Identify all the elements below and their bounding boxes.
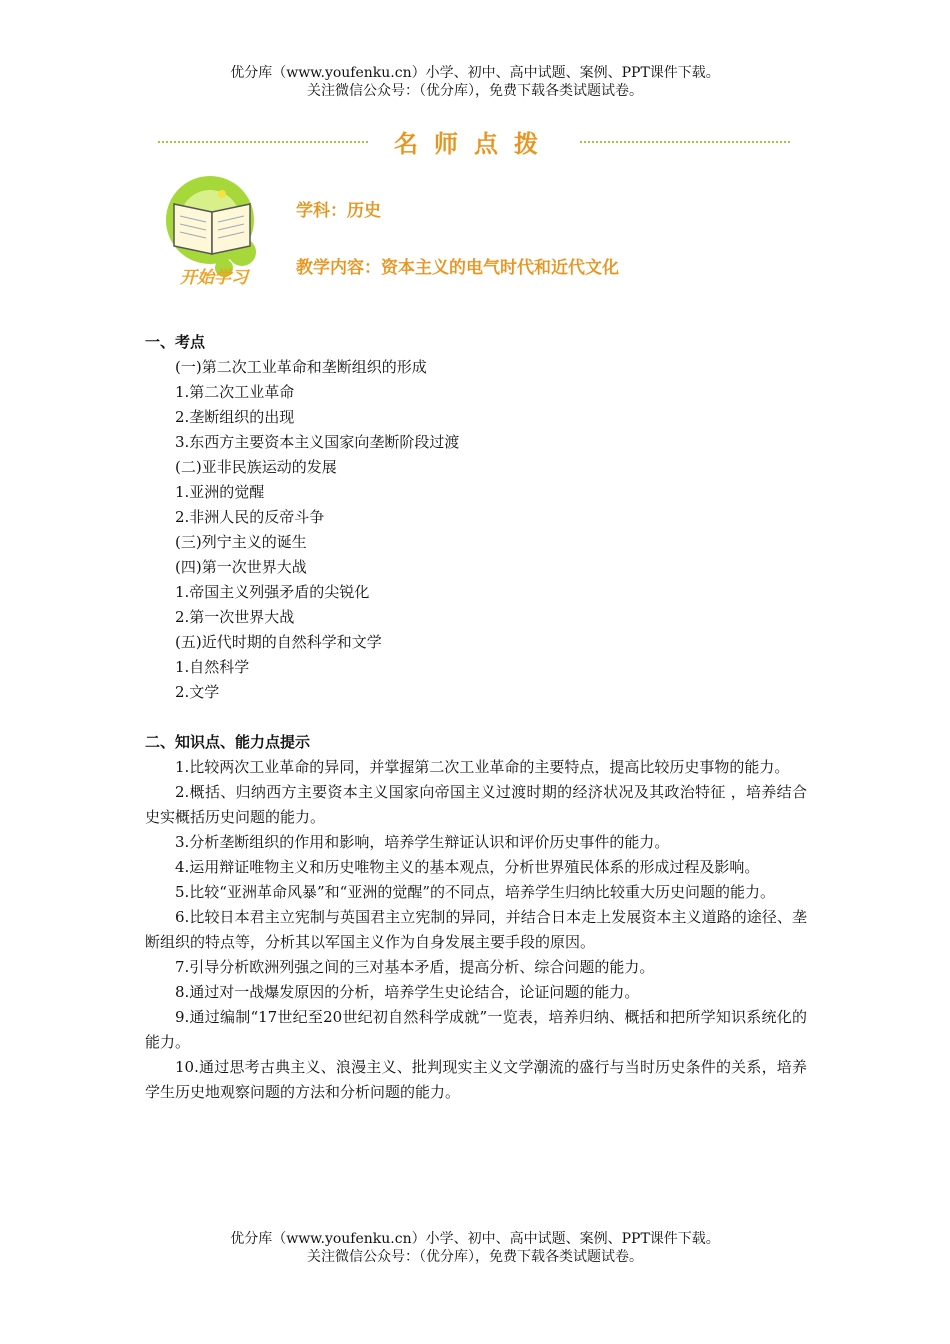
list-item: 1.第二次工业革命: [175, 383, 295, 401]
list-item: 1.亚洲的觉醒: [175, 483, 265, 501]
list-item: 3.东西方主要资本主义国家向垄断阶段过渡: [175, 433, 460, 451]
paragraph: 3.分析垄断组织的作用和影响，培养学生辩证认识和评价历史事件的能力。: [175, 833, 670, 851]
paragraph: 2.概括、归纳西方主要资本主义国家向帝国主义过渡时期的经济状况及其政治特征 ，培养结合史实概括历史问题的能力。: [145, 783, 807, 826]
paragraph: 8.通过对一战爆发原因的分析，培养学生史论结合，论证问题的能力。: [175, 983, 640, 1001]
paragraph: 4.运用辩证唯物主义和历史唯物主义的基本观点，分析世界殖民体系的形成过程及影响。: [175, 858, 760, 876]
footer-line-1: 优分库（www.youfenku.cn）小学、初中、高中试题、案例、PPT课件下载。: [230, 1231, 720, 1247]
list-item: 2.非洲人民的反帝斗争: [175, 508, 325, 526]
header-line-1: 优分库（www.youfenku.cn）小学、初中、高中试题、案例、PPT课件下载。: [230, 65, 720, 81]
list-item: 1.帝国主义列强矛盾的尖锐化: [175, 583, 370, 601]
paragraph: 6.比较日本君主立宪制与英国君主立宪制的异同，并结合日本走上发展资本主义道路的途径、垄断组织的特点等，分析其以军国主义作为自身发展主要手段的原因。: [145, 908, 807, 951]
paragraph: 7.引导分析欧洲列强之间的三对基本矛盾，提高分析、综合问题的能力。: [175, 958, 655, 976]
teaching-content-label: 教学内容：资本主义的电气时代和近代文化: [296, 258, 619, 278]
paragraph: 10.通过思考古典主义、浪漫主义、批判现实主义文学潮流的盛行与当时历史条件的关系，培养学生历史地观察问题的方法和分析问题的能力。: [145, 1058, 807, 1101]
page-footer: [0, 1230, 950, 1266]
list-item: (四)第一次世界大战: [175, 558, 307, 576]
list-item: (三)列宁主义的诞生: [175, 533, 307, 551]
section-2-title: 二、知识点、能力点提示: [145, 733, 311, 751]
banner: [158, 124, 790, 160]
footer-line-2: 关注微信公众号：（优分库），免费下载各类试题试卷。: [307, 1249, 643, 1265]
section-1-title: 一、考点: [145, 333, 206, 351]
paragraph: 9.通过编制“17世纪至20世纪初自然科学成就”一览表，培养归纳、概括和把所学知识系统化的能力。: [145, 1008, 807, 1051]
paragraph: 5.比较“亚洲革命风暴”和“亚洲的觉醒”的不同点，培养学生归纳比较重大历史问题的能力。: [175, 883, 775, 901]
list-item: 2.第一次世界大战: [175, 608, 295, 626]
banner-title: 名师点拨: [394, 130, 554, 158]
list-item: (二)亚非民族运动的发展: [175, 458, 337, 476]
list-item: (一)第二次工业革命和垄断组织的形成: [175, 358, 427, 376]
paragraph: 1.比较两次工业革命的异同，并掌握第二次工业革命的主要特点，提高比较历史事物的能力。: [175, 758, 790, 776]
main-content: [145, 330, 807, 1105]
list-item: 2.垄断组织的出现: [175, 408, 295, 426]
list-item: (五)近代时期的自然科学和文学: [175, 633, 382, 651]
list-item: 1.自然科学: [175, 658, 250, 676]
subject-label: 学科：历史: [296, 201, 381, 221]
banner-divider-right: [580, 141, 790, 143]
list-item: 2.文学: [175, 683, 220, 701]
header-line-2: 关注微信公众号：（优分库），免费下载各类试题试卷。: [307, 83, 643, 99]
logo-caption: 开始学习: [180, 268, 248, 288]
page-header: [0, 64, 950, 100]
